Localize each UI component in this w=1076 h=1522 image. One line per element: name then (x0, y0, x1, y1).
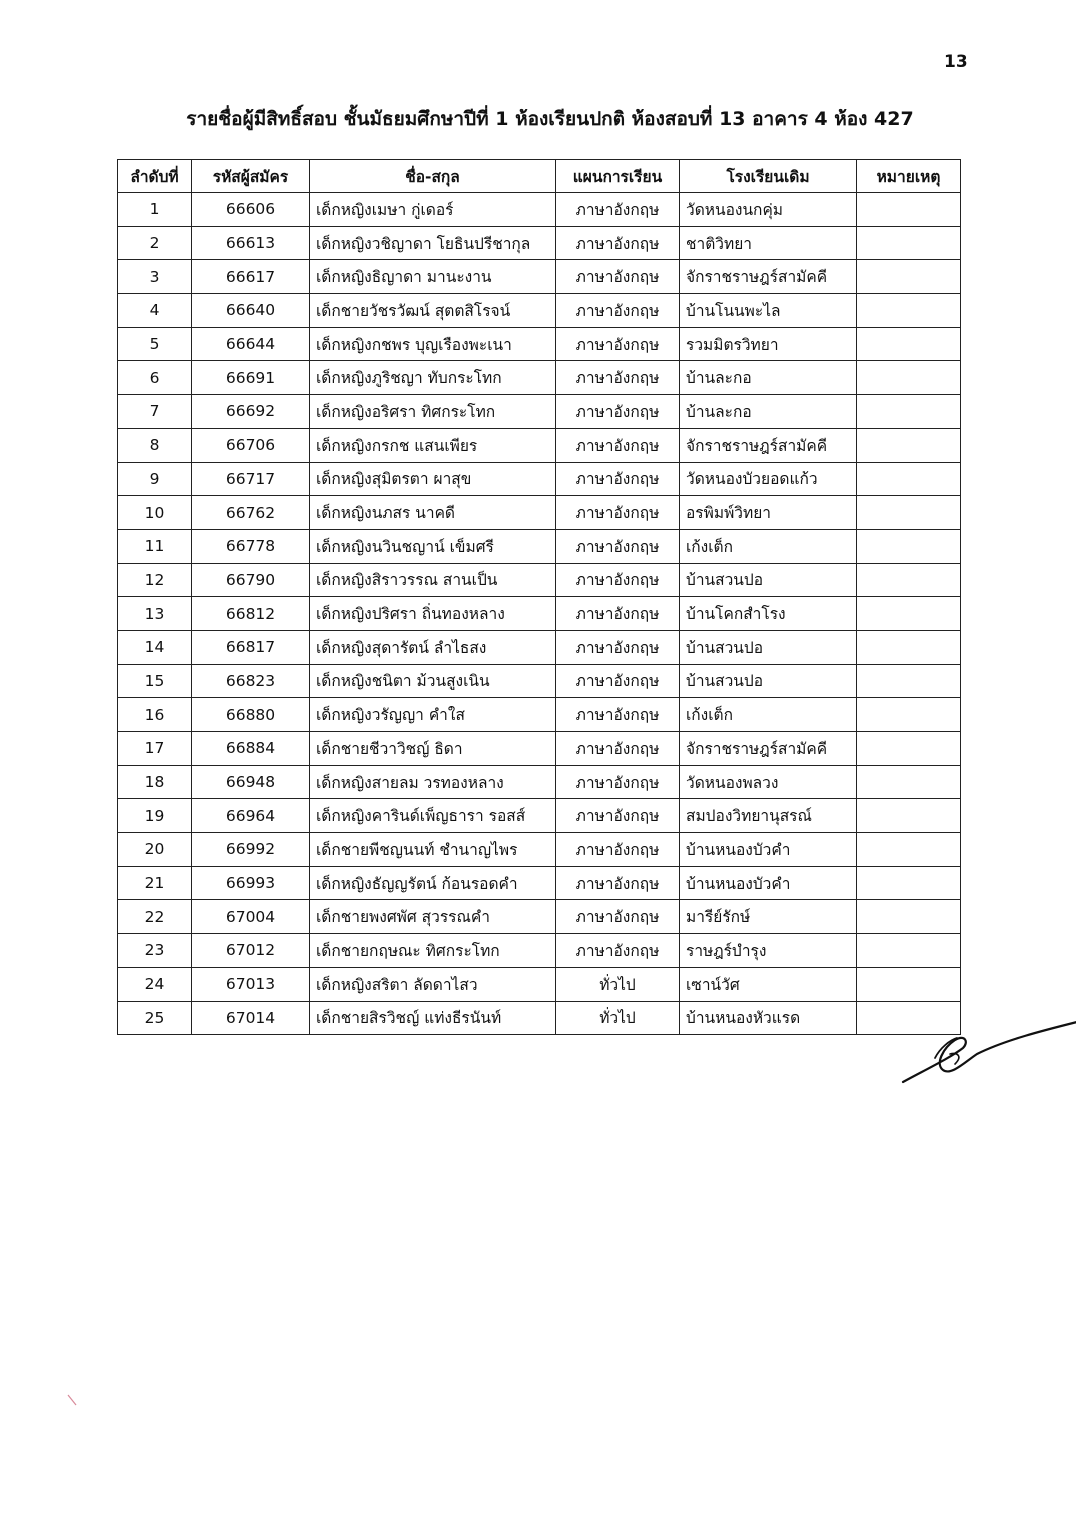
cell-applicant-id: 66964 (192, 799, 310, 833)
cell-previous-school: จักราชราษฎร์สามัคคี (680, 260, 857, 294)
cell-study-plan: ภาษาอังกฤษ (556, 597, 680, 631)
cell-full-name: เด็กชายกฤษณะ ทิศกระโทก (310, 934, 556, 968)
cell-applicant-id: 66644 (192, 327, 310, 361)
table-row (118, 294, 961, 328)
table-row (118, 193, 961, 227)
table-row (118, 900, 961, 934)
cell-full-name: เด็กหญิงธัญญรัตน์ ก้อนรอดคำ (310, 866, 556, 900)
table-row (118, 934, 961, 968)
cell-order: 5 (118, 327, 192, 361)
cell-study-plan: ภาษาอังกฤษ (556, 934, 680, 968)
cell-full-name: เด็กหญิงนภสร นาคดี (310, 496, 556, 530)
table-row (118, 967, 961, 1001)
cell-previous-school: สมปองวิทยานุสรณ์ (680, 799, 857, 833)
cell-applicant-id: 66640 (192, 294, 310, 328)
cell-full-name: เด็กหญิงอริศรา ทิศกระโทก (310, 395, 556, 429)
cell-previous-school: เก้งเต็ก (680, 529, 857, 563)
cell-previous-school: วัดหนองนกคุ่ม (680, 193, 857, 227)
cell-full-name: เด็กหญิงกชพร บุญเรืองพะเนา (310, 327, 556, 361)
cell-applicant-id: 66823 (192, 664, 310, 698)
cell-applicant-id: 66884 (192, 732, 310, 766)
cell-applicant-id: 66762 (192, 496, 310, 530)
cell-order: 22 (118, 900, 192, 934)
cell-previous-school: บ้านละกอ (680, 361, 857, 395)
cell-full-name: เด็กหญิงวรัญญา คำใส (310, 698, 556, 732)
cell-applicant-id: 66812 (192, 597, 310, 631)
cell-applicant-id: 66790 (192, 563, 310, 597)
cell-study-plan: ภาษาอังกฤษ (556, 361, 680, 395)
cell-study-plan: ภาษาอังกฤษ (556, 732, 680, 766)
cell-study-plan: ภาษาอังกฤษ (556, 462, 680, 496)
cell-applicant-id: 66880 (192, 698, 310, 732)
cell-remark (857, 395, 961, 429)
cell-order: 23 (118, 934, 192, 968)
cell-applicant-id: 66817 (192, 630, 310, 664)
cell-order: 19 (118, 799, 192, 833)
cell-previous-school: บ้านโนนพะไล (680, 294, 857, 328)
cell-order: 12 (118, 563, 192, 597)
page-title: รายชื่อผู้มีสิทธิ์สอบ ชั้นมัธยมศึกษาปีที่ 1 ห้องเรียนปกติ ห้องสอบที่ 13 อาคาร 4 ห้อง 427 (186, 108, 914, 130)
cell-applicant-id: 66692 (192, 395, 310, 429)
cell-applicant-id: 66691 (192, 361, 310, 395)
cell-full-name: เด็กหญิงสิราวรรณ สานเป็น (310, 563, 556, 597)
cell-applicant-id: 66613 (192, 226, 310, 260)
cell-remark (857, 226, 961, 260)
header-full-name: ชื่อ-สกุล (310, 160, 556, 193)
cell-full-name: เด็กหญิงเมษา กู่เดอร์ (310, 193, 556, 227)
cell-study-plan: ภาษาอังกฤษ (556, 765, 680, 799)
cell-remark (857, 900, 961, 934)
table-row (118, 630, 961, 664)
header-order: ลำดับที่ (118, 160, 192, 193)
table-row (118, 361, 961, 395)
cell-order: 9 (118, 462, 192, 496)
cell-previous-school: จักราชราษฎร์สามัคคี (680, 732, 857, 766)
cell-full-name: เด็กหญิงสริตา ลัดดาไสว (310, 967, 556, 1001)
table-row (118, 395, 961, 429)
table-row (118, 799, 961, 833)
cell-applicant-id: 67004 (192, 900, 310, 934)
cell-applicant-id: 66948 (192, 765, 310, 799)
cell-previous-school: บ้านสวนปอ (680, 630, 857, 664)
cell-applicant-id: 66617 (192, 260, 310, 294)
cell-order: 11 (118, 529, 192, 563)
cell-applicant-id: 66993 (192, 866, 310, 900)
table-row (118, 529, 961, 563)
page-number: 13 (944, 52, 968, 72)
cell-order: 8 (118, 428, 192, 462)
table-row (118, 664, 961, 698)
cell-order: 10 (118, 496, 192, 530)
table-row (118, 698, 961, 732)
table-row (118, 260, 961, 294)
cell-applicant-id: 67013 (192, 967, 310, 1001)
cell-remark (857, 799, 961, 833)
cell-study-plan: ภาษาอังกฤษ (556, 226, 680, 260)
cell-remark (857, 597, 961, 631)
cell-study-plan: ภาษาอังกฤษ (556, 630, 680, 664)
cell-full-name: เด็กหญิงสุมิตรตา ผาสุข (310, 462, 556, 496)
cell-order: 20 (118, 833, 192, 867)
cell-remark (857, 732, 961, 766)
cell-remark (857, 833, 961, 867)
cell-full-name: เด็กชายวัชรวัฒน์ สุตตสิโรจน์ (310, 294, 556, 328)
cell-study-plan: ภาษาอังกฤษ (556, 698, 680, 732)
table-row (118, 563, 961, 597)
cell-previous-school: ชาติวิทยา (680, 226, 857, 260)
cell-order: 6 (118, 361, 192, 395)
cell-previous-school: เซาน์วัศ (680, 967, 857, 1001)
cell-full-name: เด็กหญิงนวินชญาน์ เข็มศรี (310, 529, 556, 563)
cell-order: 17 (118, 732, 192, 766)
header-remark: หมายเหตุ (857, 160, 961, 193)
cell-order: 2 (118, 226, 192, 260)
cell-remark (857, 496, 961, 530)
cell-full-name: เด็กหญิงสายลม วรทองหลาง (310, 765, 556, 799)
cell-full-name: เด็กชายพีชญนนท์ ชำนาญไพร (310, 833, 556, 867)
cell-remark (857, 934, 961, 968)
table-row (118, 428, 961, 462)
cell-order: 25 (118, 1001, 192, 1035)
cell-full-name: เด็กหญิงคารินด์เพ็ญธารา รอสส์ (310, 799, 556, 833)
cell-full-name: เด็กชายชีวาวิชญ์ ธิดา (310, 732, 556, 766)
cell-applicant-id: 67012 (192, 934, 310, 968)
table-body (118, 193, 961, 1035)
cell-remark (857, 967, 961, 1001)
cell-study-plan: ทั่วไป (556, 967, 680, 1001)
cell-study-plan: ภาษาอังกฤษ (556, 563, 680, 597)
cell-remark (857, 698, 961, 732)
table-row (118, 462, 961, 496)
cell-previous-school: ราษฎร์บำรุง (680, 934, 857, 968)
cell-study-plan: ภาษาอังกฤษ (556, 866, 680, 900)
table-row (118, 597, 961, 631)
cell-applicant-id: 67014 (192, 1001, 310, 1035)
cell-study-plan: ภาษาอังกฤษ (556, 327, 680, 361)
cell-applicant-id: 66778 (192, 529, 310, 563)
cell-remark (857, 428, 961, 462)
table-row (118, 496, 961, 530)
cell-order: 18 (118, 765, 192, 799)
cell-study-plan: ภาษาอังกฤษ (556, 529, 680, 563)
header-applicant-id: รหัสผู้สมัคร (192, 160, 310, 193)
table-row (118, 833, 961, 867)
cell-previous-school: มารีย์รักษ์ (680, 900, 857, 934)
cell-study-plan: ภาษาอังกฤษ (556, 260, 680, 294)
cell-applicant-id: 66717 (192, 462, 310, 496)
cell-order: 13 (118, 597, 192, 631)
cell-study-plan: ภาษาอังกฤษ (556, 833, 680, 867)
cell-remark (857, 765, 961, 799)
table-header-row (118, 160, 961, 193)
header-study-plan: แผนการเรียน (556, 160, 680, 193)
cell-full-name: เด็กหญิงปริศรา ถิ่นทองหลาง (310, 597, 556, 631)
cell-study-plan: ภาษาอังกฤษ (556, 193, 680, 227)
cell-order: 3 (118, 260, 192, 294)
cell-previous-school: เก้งเต็ก (680, 698, 857, 732)
cell-previous-school: วัดหนองบัวยอดแก้ว (680, 462, 857, 496)
cell-remark (857, 866, 961, 900)
cell-remark (857, 563, 961, 597)
table-row (118, 866, 961, 900)
cell-previous-school: บ้านหนองบัวคำ (680, 866, 857, 900)
cell-study-plan: ภาษาอังกฤษ (556, 799, 680, 833)
cell-study-plan: ภาษาอังกฤษ (556, 664, 680, 698)
cell-study-plan: ทั่วไป (556, 1001, 680, 1035)
cell-order: 1 (118, 193, 192, 227)
cell-full-name: เด็กชายพงศพัศ สุวรรณคำ (310, 900, 556, 934)
cell-order: 16 (118, 698, 192, 732)
cell-remark (857, 294, 961, 328)
cell-remark (857, 193, 961, 227)
cell-remark (857, 462, 961, 496)
cell-applicant-id: 66992 (192, 833, 310, 867)
cell-remark (857, 327, 961, 361)
cell-previous-school: บ้านหนองหัวแรด (680, 1001, 857, 1035)
table-row (118, 226, 961, 260)
table-row (118, 327, 961, 361)
cell-order: 7 (118, 395, 192, 429)
cell-applicant-id: 66606 (192, 193, 310, 227)
cell-remark (857, 260, 961, 294)
cell-full-name: เด็กหญิงสุดารัตน์ ลำไธสง (310, 630, 556, 664)
stray-mark (66, 1393, 80, 1407)
table-row (118, 1001, 961, 1035)
cell-study-plan: ภาษาอังกฤษ (556, 900, 680, 934)
cell-study-plan: ภาษาอังกฤษ (556, 294, 680, 328)
cell-order: 21 (118, 866, 192, 900)
cell-study-plan: ภาษาอังกฤษ (556, 395, 680, 429)
table-row (118, 765, 961, 799)
cell-remark (857, 664, 961, 698)
cell-study-plan: ภาษาอังกฤษ (556, 428, 680, 462)
cell-full-name: เด็กหญิงกรกช แสนเพียร (310, 428, 556, 462)
cell-full-name: เด็กชายสิรวิชญ์ แท่งธีรนันท์ (310, 1001, 556, 1035)
cell-previous-school: อรพิมพ์วิทยา (680, 496, 857, 530)
cell-order: 4 (118, 294, 192, 328)
signature-mark (895, 1018, 1076, 1088)
cell-previous-school: จักราชราษฎร์สามัคคี (680, 428, 857, 462)
cell-applicant-id: 66706 (192, 428, 310, 462)
cell-order: 15 (118, 664, 192, 698)
cell-remark (857, 361, 961, 395)
cell-previous-school: บ้านโคกสำโรง (680, 597, 857, 631)
header-previous-school: โรงเรียนเดิม (680, 160, 857, 193)
cell-remark (857, 630, 961, 664)
cell-previous-school: วัดหนองพลวง (680, 765, 857, 799)
cell-order: 24 (118, 967, 192, 1001)
cell-previous-school: บ้านหนองบัวคำ (680, 833, 857, 867)
cell-previous-school: บ้านสวนปอ (680, 563, 857, 597)
cell-previous-school: บ้านละกอ (680, 395, 857, 429)
cell-full-name: เด็กหญิงธิญาดา มานะงาน (310, 260, 556, 294)
cell-previous-school: บ้านสวนปอ (680, 664, 857, 698)
cell-study-plan: ภาษาอังกฤษ (556, 496, 680, 530)
cell-remark (857, 529, 961, 563)
cell-full-name: เด็กหญิงภูริชญา ทับกระโทก (310, 361, 556, 395)
cell-full-name: เด็กหญิงวชิญาดา โยธินปรีชากุล (310, 226, 556, 260)
table-row (118, 732, 961, 766)
cell-previous-school: รวมมิตรวิทยา (680, 327, 857, 361)
candidate-table (117, 159, 961, 1035)
cell-order: 14 (118, 630, 192, 664)
cell-full-name: เด็กหญิงชนิตา ม้วนสูงเนิน (310, 664, 556, 698)
